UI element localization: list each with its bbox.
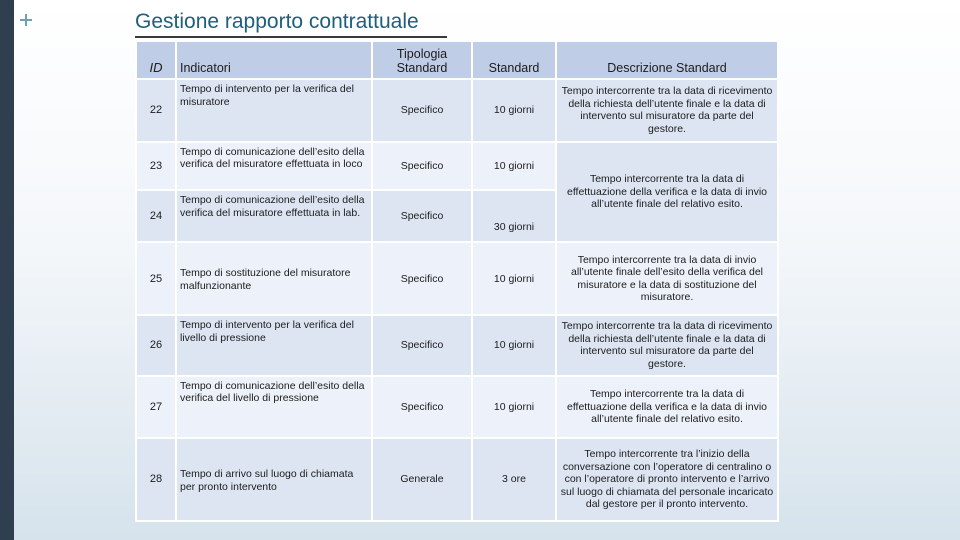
plus-icon: [20, 14, 32, 26]
cell-standard: 30 giorni: [472, 190, 556, 242]
cell-indicatore: Tempo di intervento per la verifica del livello di pressione: [176, 315, 372, 376]
table-row: [136, 315, 778, 376]
cell-standard: 3 ore: [472, 438, 556, 521]
cell-tipologia: Specifico: [372, 142, 472, 190]
cell-standard: 10 giorni: [472, 315, 556, 376]
header-tipologia: Tipologia Standard: [372, 41, 472, 79]
cell-descrizione: Tempo intercorrente tra la data di effettuazione della verifica e la data di invio all’utente finale del relativo esito.: [556, 376, 778, 439]
cell-descrizione: Tempo intercorrente tra la data di ricevimento della richiesta dell’utente finale e la data di intervento sul misuratore da parte del gestore.: [556, 79, 778, 142]
header-indicatori: Indicatori: [176, 41, 372, 79]
cell-id: 24: [136, 190, 176, 242]
cell-indicatore: Tempo di intervento per la verifica del misuratore: [176, 79, 372, 142]
header-standard: Standard: [472, 41, 556, 79]
cell-id: 26: [136, 315, 176, 376]
cell-id: 25: [136, 242, 176, 315]
cell-id: 23: [136, 142, 176, 190]
cell-tipologia: Specifico: [372, 79, 472, 142]
table-row: [136, 438, 778, 521]
table-row: [136, 142, 778, 190]
table-row: [136, 242, 778, 315]
cell-descrizione: Tempo intercorrente tra l’inizio della conversazione con l’operatore di centralino o con l’operatore di pronto intervento e l’arrivo sul luogo di chiamata del personale incaricato dal gestore per il pronto intervento.: [556, 438, 778, 521]
cell-id: 22: [136, 79, 176, 142]
table-row: [136, 376, 778, 439]
cell-descrizione: Tempo intercorrente tra la data di invio all’utente finale dell’esito della verifica del misuratore e la data di sostituzione del misuratore.: [556, 242, 778, 315]
header-row: [136, 41, 778, 79]
cell-indicatore: Tempo di comunicazione dell’esito della verifica del misuratore effettuata in loco: [176, 142, 372, 190]
title-underline: [135, 36, 447, 38]
cell-standard: 10 giorni: [472, 142, 556, 190]
cell-standard: 10 giorni: [472, 242, 556, 315]
cell-indicatore: Tempo di arrivo sul luogo di chiamata per pronto intervento: [176, 438, 372, 521]
side-accent-bar: [0, 0, 14, 540]
cell-tipologia: Specifico: [372, 190, 472, 242]
cell-descrizione: Tempo intercorrente tra la data di effettuazione della verifica e la data di invio all’utente finale del relativo esito.: [556, 142, 778, 243]
cell-standard: 10 giorni: [472, 79, 556, 142]
cell-indicatore: Tempo di sostituzione del misuratore malfunzionante: [176, 242, 372, 315]
page-title: Gestione rapporto contrattuale: [135, 10, 419, 33]
cell-indicatore: Tempo di comunicazione dell’esito della verifica del misuratore effettuata in lab.: [176, 190, 372, 242]
cell-id: 28: [136, 438, 176, 521]
cell-indicatore: Tempo di comunicazione dell’esito della verifica del livello di pressione: [176, 376, 372, 439]
cell-id: 27: [136, 376, 176, 439]
cell-tipologia: Specifico: [372, 315, 472, 376]
header-descrizione: Descrizione Standard: [556, 41, 778, 79]
standards-table: [135, 40, 779, 522]
header-id: ID: [136, 41, 176, 79]
cell-tipologia: Generale: [372, 438, 472, 521]
cell-tipologia: Specifico: [372, 376, 472, 439]
cell-standard: 10 giorni: [472, 376, 556, 439]
cell-descrizione: Tempo intercorrente tra la data di ricevimento della richiesta dell’utente finale e la data di intervento sul misuratore da parte del gestore.: [556, 315, 778, 376]
table-row: [136, 79, 778, 142]
cell-tipologia: Specifico: [372, 242, 472, 315]
